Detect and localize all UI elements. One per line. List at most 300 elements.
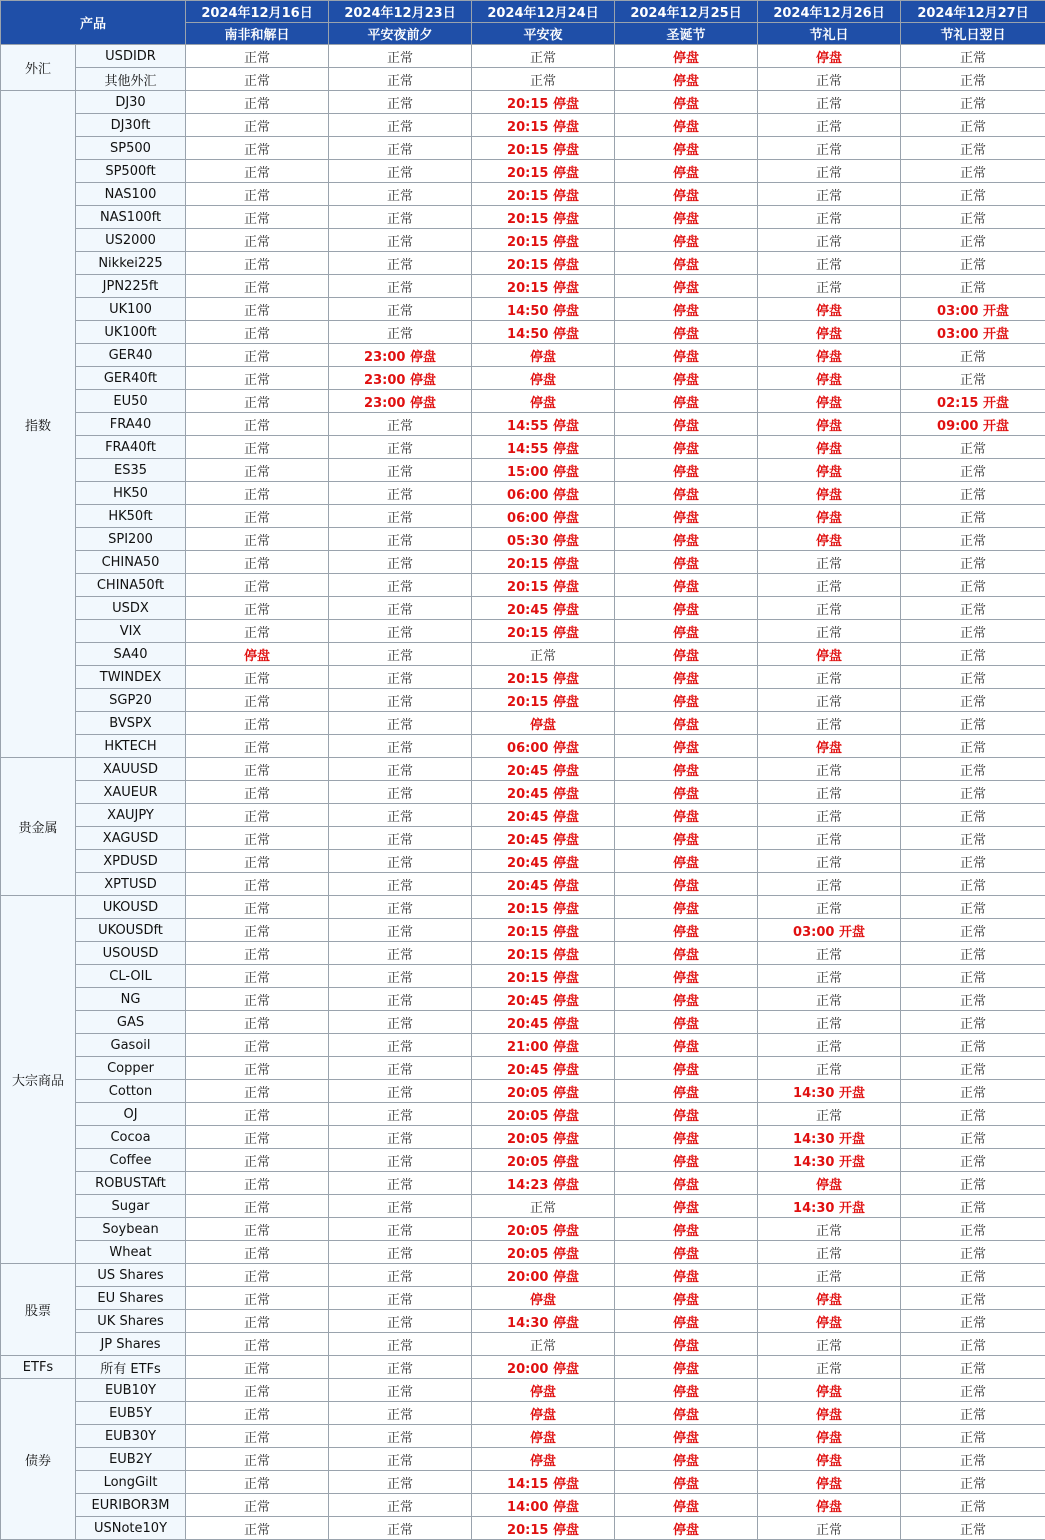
status-cell: 正常: [901, 1057, 1045, 1080]
status-cell: 正常: [329, 1471, 472, 1494]
table-row: [1, 137, 1045, 160]
table-row: [1, 919, 1045, 942]
status-cell: 正常: [329, 1402, 472, 1425]
status-cell: 停盘: [758, 1310, 901, 1333]
status-cell: 正常: [186, 712, 329, 735]
status-cell: 正常: [186, 252, 329, 275]
status-cell: 正常: [186, 1264, 329, 1287]
status-cell: 正常: [329, 91, 472, 114]
status-cell: 20:00 停盘: [472, 1356, 615, 1379]
status-cell: 正常: [186, 1057, 329, 1080]
product-cell: GER40: [76, 344, 186, 367]
status-cell: 20:15 停盘: [472, 965, 615, 988]
status-cell: 正常: [329, 413, 472, 436]
status-cell: 正常: [329, 574, 472, 597]
product-cell: UK100ft: [76, 321, 186, 344]
status-cell: 停盘: [758, 1379, 901, 1402]
table-row: [1, 114, 1045, 137]
product-cell: NG: [76, 988, 186, 1011]
date-header: 2024年12月24日: [472, 1, 615, 23]
product-cell: Wheat: [76, 1241, 186, 1264]
date-header: 2024年12月25日: [615, 1, 758, 23]
status-cell: 正常: [901, 758, 1045, 781]
status-cell: 停盘: [615, 1448, 758, 1471]
status-cell: 20:15 停盘: [472, 229, 615, 252]
status-cell: 正常: [901, 666, 1045, 689]
status-cell: 正常: [186, 114, 329, 137]
status-cell: 正常: [329, 1218, 472, 1241]
table-row: [1, 1310, 1045, 1333]
table-row: [1, 850, 1045, 873]
status-cell: 正常: [901, 68, 1045, 91]
status-cell: 正常: [329, 965, 472, 988]
status-cell: 正常: [758, 689, 901, 712]
status-cell: 20:15 停盘: [472, 689, 615, 712]
status-cell: 正常: [186, 1011, 329, 1034]
product-cell: US2000: [76, 229, 186, 252]
product-cell: Sugar: [76, 1195, 186, 1218]
status-cell: 正常: [186, 942, 329, 965]
status-cell: 正常: [901, 137, 1045, 160]
status-cell: 正常: [186, 413, 329, 436]
status-cell: 正常: [758, 1356, 901, 1379]
status-cell: 正常: [758, 91, 901, 114]
table-row: [1, 390, 1045, 413]
status-cell: 正常: [758, 1517, 901, 1540]
status-cell: 停盘: [186, 643, 329, 666]
status-cell: 20:15 停盘: [472, 206, 615, 229]
table-row: [1, 459, 1045, 482]
status-cell: 正常: [901, 252, 1045, 275]
status-cell: 14:30 开盘: [758, 1149, 901, 1172]
status-cell: 20:45 停盘: [472, 1011, 615, 1034]
product-cell: Coffee: [76, 1149, 186, 1172]
status-cell: 停盘: [615, 942, 758, 965]
status-cell: 正常: [186, 873, 329, 896]
status-cell: 正常: [329, 298, 472, 321]
product-cell: ES35: [76, 459, 186, 482]
status-cell: 正常: [901, 1448, 1045, 1471]
status-cell: 停盘: [615, 321, 758, 344]
category-cell: 贵金属: [1, 758, 76, 896]
status-cell: 正常: [901, 1425, 1045, 1448]
status-cell: 正常: [329, 551, 472, 574]
status-cell: 06:00 停盘: [472, 735, 615, 758]
status-cell: 20:45 停盘: [472, 597, 615, 620]
table-row: [1, 367, 1045, 390]
status-cell: 正常: [186, 551, 329, 574]
status-cell: 停盘: [758, 298, 901, 321]
status-cell: 正常: [901, 781, 1045, 804]
status-cell: 06:00 停盘: [472, 482, 615, 505]
status-cell: 正常: [329, 252, 472, 275]
status-cell: 停盘: [615, 459, 758, 482]
table-row: [1, 1218, 1045, 1241]
status-cell: 正常: [901, 1195, 1045, 1218]
status-cell: 停盘: [615, 574, 758, 597]
product-cell: EU Shares: [76, 1287, 186, 1310]
table-row: [1, 183, 1045, 206]
status-cell: 停盘: [615, 528, 758, 551]
status-cell: 正常: [901, 275, 1045, 298]
status-cell: 正常: [186, 229, 329, 252]
status-cell: 正常: [758, 896, 901, 919]
status-cell: 正常: [329, 827, 472, 850]
status-cell: 正常: [329, 229, 472, 252]
product-cell: CL-OIL: [76, 965, 186, 988]
status-cell: 停盘: [615, 45, 758, 68]
status-cell: 正常: [901, 643, 1045, 666]
status-cell: 正常: [329, 482, 472, 505]
status-cell: 停盘: [615, 965, 758, 988]
status-cell: 正常: [186, 689, 329, 712]
status-cell: 09:00 开盘: [901, 413, 1045, 436]
table-row: [1, 1264, 1045, 1287]
status-cell: 停盘: [758, 643, 901, 666]
status-cell: 正常: [758, 942, 901, 965]
product-cell: XAGUSD: [76, 827, 186, 850]
product-cell: CHINA50: [76, 551, 186, 574]
table-row: [1, 1517, 1045, 1540]
status-cell: 14:23 停盘: [472, 1172, 615, 1195]
status-cell: 停盘: [615, 1356, 758, 1379]
status-cell: 正常: [901, 620, 1045, 643]
status-cell: 正常: [329, 206, 472, 229]
table-row: [1, 160, 1045, 183]
product-cell: EUB10Y: [76, 1379, 186, 1402]
status-cell: 正常: [329, 781, 472, 804]
status-cell: 停盘: [472, 1402, 615, 1425]
table-row: [1, 344, 1045, 367]
status-cell: 停盘: [758, 1287, 901, 1310]
status-cell: 正常: [186, 1379, 329, 1402]
status-cell: 正常: [758, 160, 901, 183]
status-cell: 正常: [186, 183, 329, 206]
status-cell: 正常: [901, 942, 1045, 965]
status-cell: 正常: [901, 896, 1045, 919]
status-cell: 正常: [329, 1379, 472, 1402]
status-cell: 正常: [758, 1241, 901, 1264]
status-cell: 正常: [186, 390, 329, 413]
status-cell: 正常: [186, 919, 329, 942]
status-cell: 正常: [901, 1379, 1045, 1402]
category-cell: 指数: [1, 91, 76, 758]
status-cell: 停盘: [615, 1264, 758, 1287]
status-cell: 正常: [329, 45, 472, 68]
table-row: [1, 298, 1045, 321]
product-cell: UK100: [76, 298, 186, 321]
table-row: [1, 643, 1045, 666]
status-cell: 20:45 停盘: [472, 804, 615, 827]
status-cell: 14:15 停盘: [472, 1471, 615, 1494]
status-cell: 正常: [472, 45, 615, 68]
status-cell: 正常: [901, 1103, 1045, 1126]
status-cell: 正常: [329, 275, 472, 298]
status-cell: 14:00 停盘: [472, 1494, 615, 1517]
status-cell: 正常: [901, 574, 1045, 597]
status-cell: 正常: [472, 1195, 615, 1218]
product-cell: US Shares: [76, 1264, 186, 1287]
status-cell: 14:30 开盘: [758, 1126, 901, 1149]
status-cell: 停盘: [758, 413, 901, 436]
table-row: [1, 482, 1045, 505]
status-cell: 正常: [758, 229, 901, 252]
status-cell: 正常: [186, 1471, 329, 1494]
status-cell: 正常: [758, 712, 901, 735]
status-cell: 正常: [329, 1310, 472, 1333]
status-cell: 正常: [329, 436, 472, 459]
status-cell: 停盘: [758, 1494, 901, 1517]
status-cell: 正常: [186, 1333, 329, 1356]
product-cell: NAS100ft: [76, 206, 186, 229]
table-row: [1, 574, 1045, 597]
status-cell: 正常: [901, 1494, 1045, 1517]
status-cell: 20:05 停盘: [472, 1103, 615, 1126]
table-row: [1, 666, 1045, 689]
status-cell: 20:15 停盘: [472, 91, 615, 114]
status-cell: 正常: [901, 229, 1045, 252]
status-cell: 停盘: [615, 597, 758, 620]
status-cell: 正常: [758, 666, 901, 689]
status-cell: 停盘: [758, 1172, 901, 1195]
product-header: 产品: [1, 1, 186, 45]
product-cell: 所有 ETFs: [76, 1356, 186, 1379]
table-row: [1, 942, 1045, 965]
status-cell: 停盘: [472, 1448, 615, 1471]
product-cell: ROBUSTAft: [76, 1172, 186, 1195]
status-cell: 停盘: [615, 1425, 758, 1448]
table-row: [1, 1172, 1045, 1195]
status-cell: 正常: [186, 988, 329, 1011]
status-cell: 正常: [901, 988, 1045, 1011]
status-cell: 正常: [186, 206, 329, 229]
status-cell: 14:55 停盘: [472, 436, 615, 459]
product-cell: SP500: [76, 137, 186, 160]
status-cell: 正常: [758, 574, 901, 597]
status-cell: 正常: [758, 551, 901, 574]
product-cell: Gasoil: [76, 1034, 186, 1057]
status-cell: 停盘: [615, 712, 758, 735]
status-cell: 正常: [329, 459, 472, 482]
status-cell: 正常: [186, 528, 329, 551]
status-cell: 正常: [329, 1011, 472, 1034]
status-cell: 停盘: [615, 183, 758, 206]
status-cell: 正常: [329, 1195, 472, 1218]
status-cell: 正常: [186, 1402, 329, 1425]
status-cell: 20:45 停盘: [472, 827, 615, 850]
holiday-header: 节礼日翌日: [901, 23, 1045, 45]
table-row: [1, 68, 1045, 91]
status-cell: 20:15 停盘: [472, 620, 615, 643]
status-cell: 正常: [758, 1103, 901, 1126]
date-header: 2024年12月26日: [758, 1, 901, 23]
product-cell: HKTECH: [76, 735, 186, 758]
status-cell: 正常: [758, 252, 901, 275]
product-cell: EUB30Y: [76, 1425, 186, 1448]
table-row: [1, 528, 1045, 551]
status-cell: 正常: [186, 367, 329, 390]
status-cell: 正常: [329, 1172, 472, 1195]
status-cell: 正常: [329, 1425, 472, 1448]
table-row: [1, 1356, 1045, 1379]
status-cell: 正常: [186, 1241, 329, 1264]
table-row: [1, 1080, 1045, 1103]
status-cell: 正常: [901, 1149, 1045, 1172]
status-cell: 正常: [186, 459, 329, 482]
product-cell: NAS100: [76, 183, 186, 206]
status-cell: 正常: [901, 183, 1045, 206]
product-cell: XPDUSD: [76, 850, 186, 873]
product-cell: USDIDR: [76, 45, 186, 68]
status-cell: 正常: [901, 1264, 1045, 1287]
status-cell: 20:15 停盘: [472, 896, 615, 919]
status-cell: 正常: [758, 1264, 901, 1287]
status-cell: 正常: [758, 1057, 901, 1080]
status-cell: 15:00 停盘: [472, 459, 615, 482]
product-cell: JPN225ft: [76, 275, 186, 298]
table-row: [1, 1425, 1045, 1448]
status-cell: 正常: [329, 919, 472, 942]
table-row: [1, 252, 1045, 275]
status-cell: 停盘: [758, 1448, 901, 1471]
status-cell: 正常: [186, 137, 329, 160]
status-cell: 正常: [901, 689, 1045, 712]
status-cell: 20:45 停盘: [472, 873, 615, 896]
status-cell: 停盘: [472, 390, 615, 413]
status-cell: 停盘: [615, 1310, 758, 1333]
product-cell: CHINA50ft: [76, 574, 186, 597]
status-cell: 正常: [329, 528, 472, 551]
status-cell: 20:45 停盘: [472, 988, 615, 1011]
status-cell: 正常: [901, 1080, 1045, 1103]
product-cell: FRA40ft: [76, 436, 186, 459]
status-cell: 停盘: [615, 68, 758, 91]
status-cell: 正常: [901, 1126, 1045, 1149]
status-cell: 正常: [329, 988, 472, 1011]
status-cell: 正常: [901, 45, 1045, 68]
status-cell: 正常: [329, 597, 472, 620]
status-cell: 正常: [758, 781, 901, 804]
table-header: [1, 1, 1045, 45]
table-row: [1, 988, 1045, 1011]
status-cell: 正常: [329, 712, 472, 735]
table-row: [1, 1287, 1045, 1310]
status-cell: 停盘: [472, 367, 615, 390]
status-cell: 正常: [472, 1333, 615, 1356]
status-cell: 停盘: [615, 298, 758, 321]
table-row: [1, 229, 1045, 252]
holiday-header: 圣诞节: [615, 23, 758, 45]
status-cell: 正常: [758, 965, 901, 988]
table-row: [1, 413, 1045, 436]
status-cell: 正常: [758, 137, 901, 160]
table-row: [1, 1149, 1045, 1172]
table-row: [1, 781, 1045, 804]
product-cell: Copper: [76, 1057, 186, 1080]
product-cell: XPTUSD: [76, 873, 186, 896]
status-cell: 正常: [901, 919, 1045, 942]
table-row: [1, 1333, 1045, 1356]
status-cell: 21:00 停盘: [472, 1034, 615, 1057]
status-cell: 正常: [901, 459, 1045, 482]
status-cell: 20:00 停盘: [472, 1264, 615, 1287]
status-cell: 正常: [901, 712, 1045, 735]
status-cell: 正常: [758, 1011, 901, 1034]
status-cell: 正常: [901, 1011, 1045, 1034]
status-cell: 正常: [329, 183, 472, 206]
status-cell: 正常: [186, 1126, 329, 1149]
status-cell: 正常: [901, 114, 1045, 137]
status-cell: 正常: [472, 643, 615, 666]
product-cell: EUB5Y: [76, 1402, 186, 1425]
status-cell: 停盘: [615, 1103, 758, 1126]
status-cell: 正常: [186, 758, 329, 781]
status-cell: 停盘: [615, 413, 758, 436]
status-cell: 正常: [901, 1310, 1045, 1333]
status-cell: 正常: [186, 1149, 329, 1172]
status-cell: 正常: [186, 735, 329, 758]
status-cell: 正常: [186, 275, 329, 298]
date-header: 2024年12月23日: [329, 1, 472, 23]
status-cell: 20:15 停盘: [472, 160, 615, 183]
status-cell: 正常: [901, 436, 1045, 459]
status-cell: 停盘: [615, 1402, 758, 1425]
status-cell: 停盘: [615, 666, 758, 689]
status-cell: 停盘: [615, 850, 758, 873]
status-cell: 20:15 停盘: [472, 1517, 615, 1540]
table-body: [1, 45, 1045, 1540]
table-row: [1, 275, 1045, 298]
status-cell: 停盘: [615, 1126, 758, 1149]
status-cell: 20:05 停盘: [472, 1126, 615, 1149]
status-cell: 停盘: [615, 758, 758, 781]
status-cell: 停盘: [615, 1333, 758, 1356]
status-cell: 停盘: [472, 344, 615, 367]
status-cell: 停盘: [758, 1425, 901, 1448]
status-cell: 正常: [901, 804, 1045, 827]
status-cell: 正常: [329, 1080, 472, 1103]
status-cell: 正常: [901, 1241, 1045, 1264]
product-cell: HK50: [76, 482, 186, 505]
status-cell: 停盘: [615, 206, 758, 229]
status-cell: 正常: [329, 137, 472, 160]
status-cell: 正常: [186, 321, 329, 344]
status-cell: 正常: [186, 1287, 329, 1310]
status-cell: 正常: [329, 689, 472, 712]
status-cell: 正常: [901, 1517, 1045, 1540]
table-row: [1, 1057, 1045, 1080]
status-cell: 正常: [186, 1080, 329, 1103]
status-cell: 正常: [329, 666, 472, 689]
table-row: [1, 45, 1045, 68]
table-row: [1, 321, 1045, 344]
status-cell: 05:30 停盘: [472, 528, 615, 551]
status-cell: 正常: [758, 183, 901, 206]
status-cell: 20:15 停盘: [472, 574, 615, 597]
status-cell: 正常: [329, 1448, 472, 1471]
status-cell: 停盘: [615, 344, 758, 367]
status-cell: 正常: [186, 1172, 329, 1195]
status-cell: 20:05 停盘: [472, 1080, 615, 1103]
status-cell: 20:05 停盘: [472, 1149, 615, 1172]
status-cell: 正常: [329, 68, 472, 91]
status-cell: 停盘: [758, 735, 901, 758]
status-cell: 正常: [186, 965, 329, 988]
status-cell: 14:55 停盘: [472, 413, 615, 436]
status-cell: 20:15 停盘: [472, 551, 615, 574]
product-cell: JP Shares: [76, 1333, 186, 1356]
status-cell: 正常: [329, 1103, 472, 1126]
